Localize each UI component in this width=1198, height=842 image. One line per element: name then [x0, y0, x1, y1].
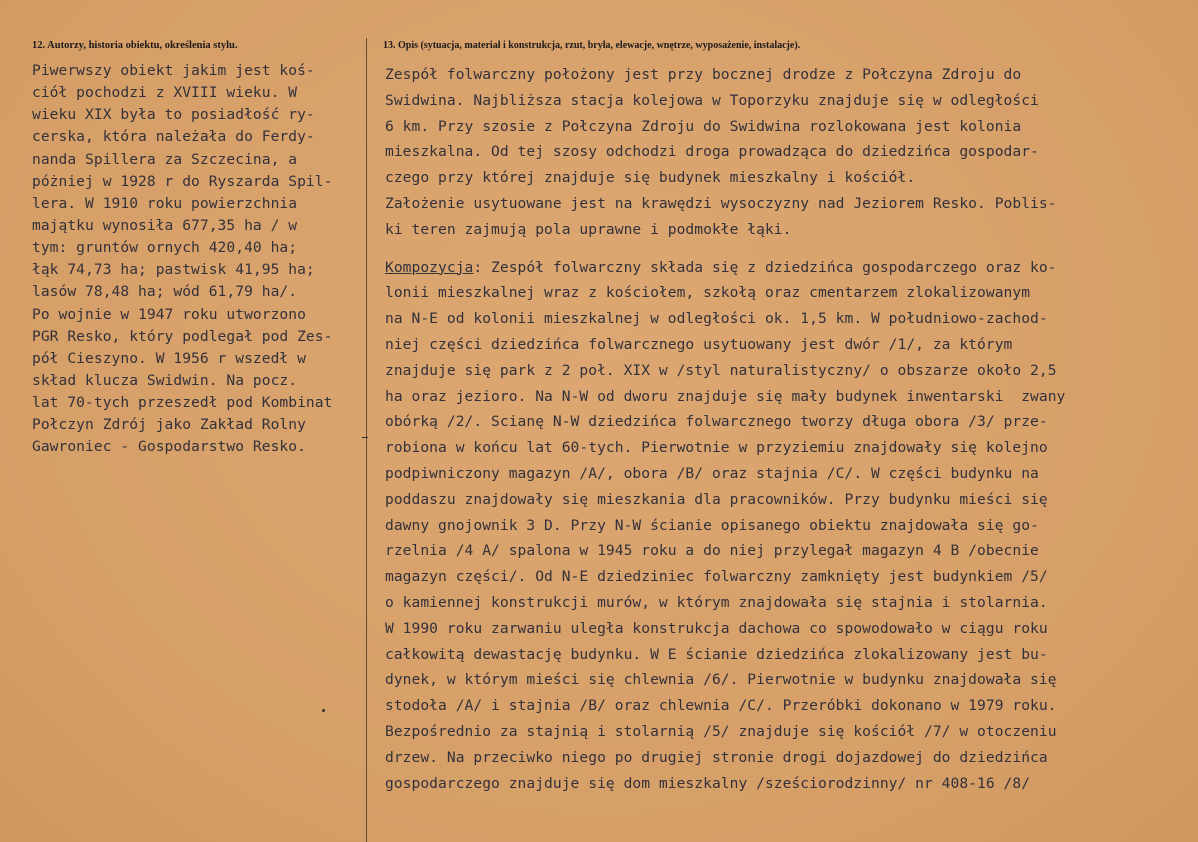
description-line: Zespół folwarczny położony jest przy bocznej drodze z Połczyna Zdroju do [385, 66, 1022, 83]
description-line: Swidwina. Najbliższa stacja kolejowa w Toporzyku znajduje się w odległości [385, 91, 1039, 109]
composition-line: obórką /2/. Scianę N-W dziedzińca folwarcznego tworzy długa obora /3/ prze- [385, 413, 1048, 431]
composition-line: poddaszu znajdowały się mieszkania dla pracowników. Przy budynku mieści się [385, 490, 1048, 508]
composition-line: dawny gnojownik 3 D. Przy N-W ścianie opisanego obiektu znajdowała się go- [385, 516, 1039, 534]
field-13-header: 13. Opis (sytuacja, materiał i konstrukcja, rzut, bryła, elewacje, wnętrze, wyposażenie, instalacje). [383, 40, 801, 51]
history-line: Gawroniec - Gospodarstwo Resko. [32, 438, 306, 456]
stray-mark [322, 709, 325, 712]
composition-line: gospodarczego znajduje się dom mieszkalny /sześciorodzinny/ nr 408-16 /8/ [385, 774, 1031, 792]
composition-line: znajduje się park z 2 poł. XIX w /styl naturalistyczny/ o obszarze około 2,5 [385, 361, 1057, 379]
description-text [385, 62, 1175, 796]
paragraph-gap [385, 243, 1175, 255]
composition-line: o kamiennej konstrukcji murów, w którym znajdowała się stajnia i stolarnia. [385, 593, 1048, 611]
history-line: pół Cieszyno. W 1956 r wszedł w [32, 349, 306, 367]
history-line: lasów 78,48 ha; wód 61,79 ha/. [32, 283, 298, 301]
description-line: ki teren zajmują pola uprawne i podmokłe łąki. [385, 220, 792, 238]
composition-first-line-text: : Zespół folwarczny składa się z dziedzińca gospodarczego oraz ko- [473, 258, 1057, 276]
description-line: czego przy której znajduje się budynek mieszkalny i kościół. [385, 169, 916, 187]
composition-line: niej części dziedzińca folwarcznego usytuowany jest dwór /1/, za którym [385, 335, 1013, 353]
history-line: skład klucza Swidwin. Na pocz. [32, 371, 298, 389]
composition-line: całkowitą dewastację budynku. W E ścianie dziedzińca zlokalizowany jest bu- [385, 645, 1048, 663]
composition-line: robiona w końcu lat 60-tych. Pierwotnie w przyziemiu znajdowały się kolejno [385, 439, 1048, 457]
history-line: cerska, która należała do Ferdy- [32, 128, 315, 146]
history-line: ciół pochodzi z XVIII wieku. W [32, 84, 298, 102]
composition-line: magazyn części/. Od N-E dziedziniec folwarczny zamknięty jest budynkiem /5/ [385, 568, 1048, 586]
field-12-header: 12. Autorzy, historia obiektu, określenia stylu. [32, 40, 238, 51]
composition-line: lonii mieszkalnej wraz z kościołem, szkołą oraz cmentarzem zlokalizowanym [385, 284, 1031, 302]
history-line: Połczyn Zdrój jako Zakład Rolny [32, 416, 306, 434]
composition-line: Bezpośrednio za stajnią i stolarnią /5/ znajduje się kościół /7/ w otoczeniu [385, 722, 1057, 740]
history-line: póżniej w 1928 r do Ryszarda Spil- [32, 172, 333, 190]
composition-line: na N-E od kolonii mieszkalnej w odległości ok. 1,5 km. W południowo-zachod- [385, 310, 1048, 328]
composition-heading: Kompozycja [385, 258, 474, 276]
history-line: lera. W 1910 roku powierzchnia [32, 194, 298, 212]
composition-line: ha oraz jezioro. Na N-W od dworu znajduje się mały budynek inwentarski zwany [385, 387, 1066, 405]
column-divider [366, 38, 367, 842]
history-text [32, 60, 362, 459]
history-line: wieku XIX była to posiadłość ry- [32, 106, 315, 124]
history-line: PGR Resko, który podlegał pod Zes- [32, 327, 333, 345]
history-line: nanda Spillera za Szczecina, a [32, 150, 298, 168]
composition-line: rzelnia /4 A/ spalona w 1945 roku a do niej przylegał magazyn 4 B /obecnie [385, 542, 1039, 560]
history-line: łąk 74,73 ha; pastwisk 41,95 ha; [32, 261, 315, 279]
history-line: lat 70-tych przeszedł pod Kombinat [32, 394, 333, 412]
history-line: Piwerwszy obiekt jakim jest koś- [32, 62, 315, 79]
description-line: Założenie usytuowane jest na krawędzi wysoczyzny nad Jeziorem Resko. Poblis- [385, 194, 1057, 212]
stray-mark [362, 437, 368, 438]
composition-line: stodoła /A/ i stajnia /B/ oraz chlewnia /C/. Przeróbki dokonano w 1979 roku. [385, 697, 1057, 715]
history-line: Po wojnie w 1947 roku utworzono [32, 305, 306, 323]
composition-line: drzew. Na przeciwko niego po drugiej stronie drogi dojazdowej do dziedzińca [385, 748, 1048, 766]
description-line: mieszkalna. Od tej szosy odchodzi droga prowadząca do dziedzińca gospodar- [385, 143, 1039, 161]
composition-line: podpiwniczony magazyn /A/, obora /B/ oraz stajnia /C/. W części budynku na [385, 464, 1039, 482]
composition-first-line [385, 255, 1175, 281]
composition-line: W 1990 roku zarwaniu uległa konstrukcja dachowa co spowodowało w ciągu roku [385, 619, 1048, 637]
composition-line: dynek, w którym mieści się chlewnia /6/. Pierwotnie w budynku znajdowała się [385, 671, 1057, 689]
history-line: tym: gruntów ornych 420,40 ha; [32, 239, 298, 257]
description-line: 6 km. Przy szosie z Połczyna Zdroju do Swidwina rozlokowana jest kolonia [385, 117, 1022, 135]
history-line: majątku wynosiła 677,35 ha / w [32, 216, 298, 234]
